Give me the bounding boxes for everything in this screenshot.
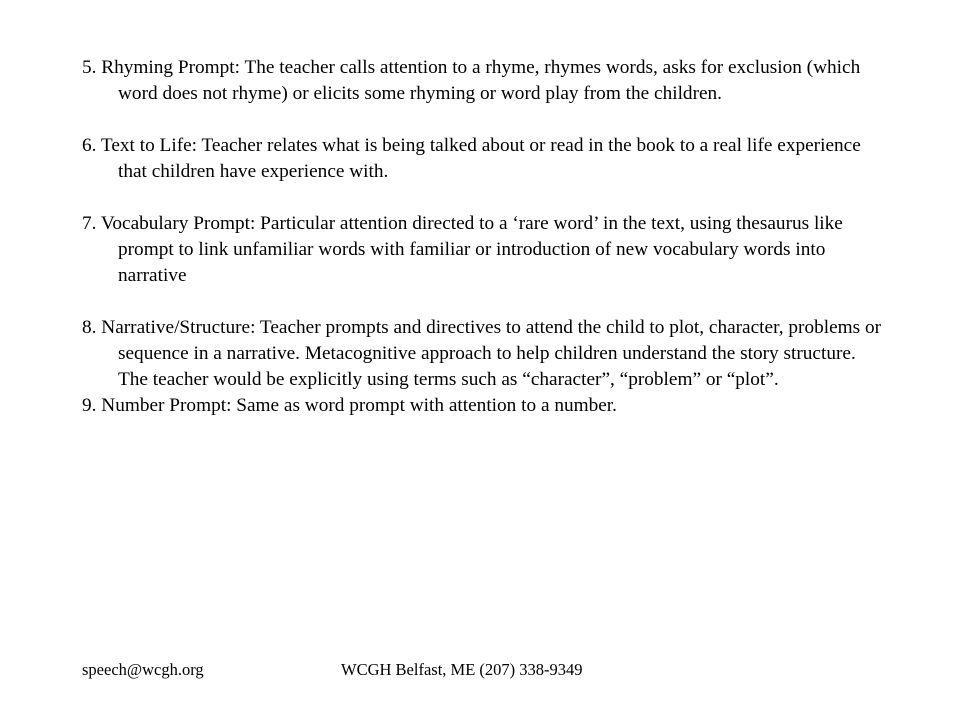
list-item-narrative-structure: 8. Narrative/Structure: Teacher prompts and directives to attend the child to plot, character, problems or sequence in a narrative. Metacognitive approach to help children understand the story structure. The teacher would be explicitly using terms such as “character”, “problem” or “plot”.: [82, 317, 882, 390]
list-item-number-prompt: 9. Number Prompt: Same as word prompt with attention to a number.: [82, 395, 617, 416]
prompt-list: [82, 55, 882, 419]
list-item-text-to-life: 6. Text to Life: Teacher relates what is being talked about or read in the book to a real life experience that children have experience with.: [82, 135, 861, 182]
footer-email: speech@wcgh.org: [82, 660, 204, 679]
footer-organization: WCGH Belfast, ME (207) 338-9349: [341, 660, 583, 679]
list-item-vocabulary-prompt: 7. Vocabulary Prompt: Particular attention directed to a ‘rare word’ in the text, using thesaurus like prompt to link unfamiliar words with familiar or introduction of new vocabulary words into narrative: [82, 213, 843, 286]
list-item-rhyming-prompt: 5. Rhyming Prompt: The teacher calls attention to a rhyme, rhymes words, asks for exclusion (which word does not rhyme) or elicits some rhyming or word play from the children.: [82, 57, 861, 104]
